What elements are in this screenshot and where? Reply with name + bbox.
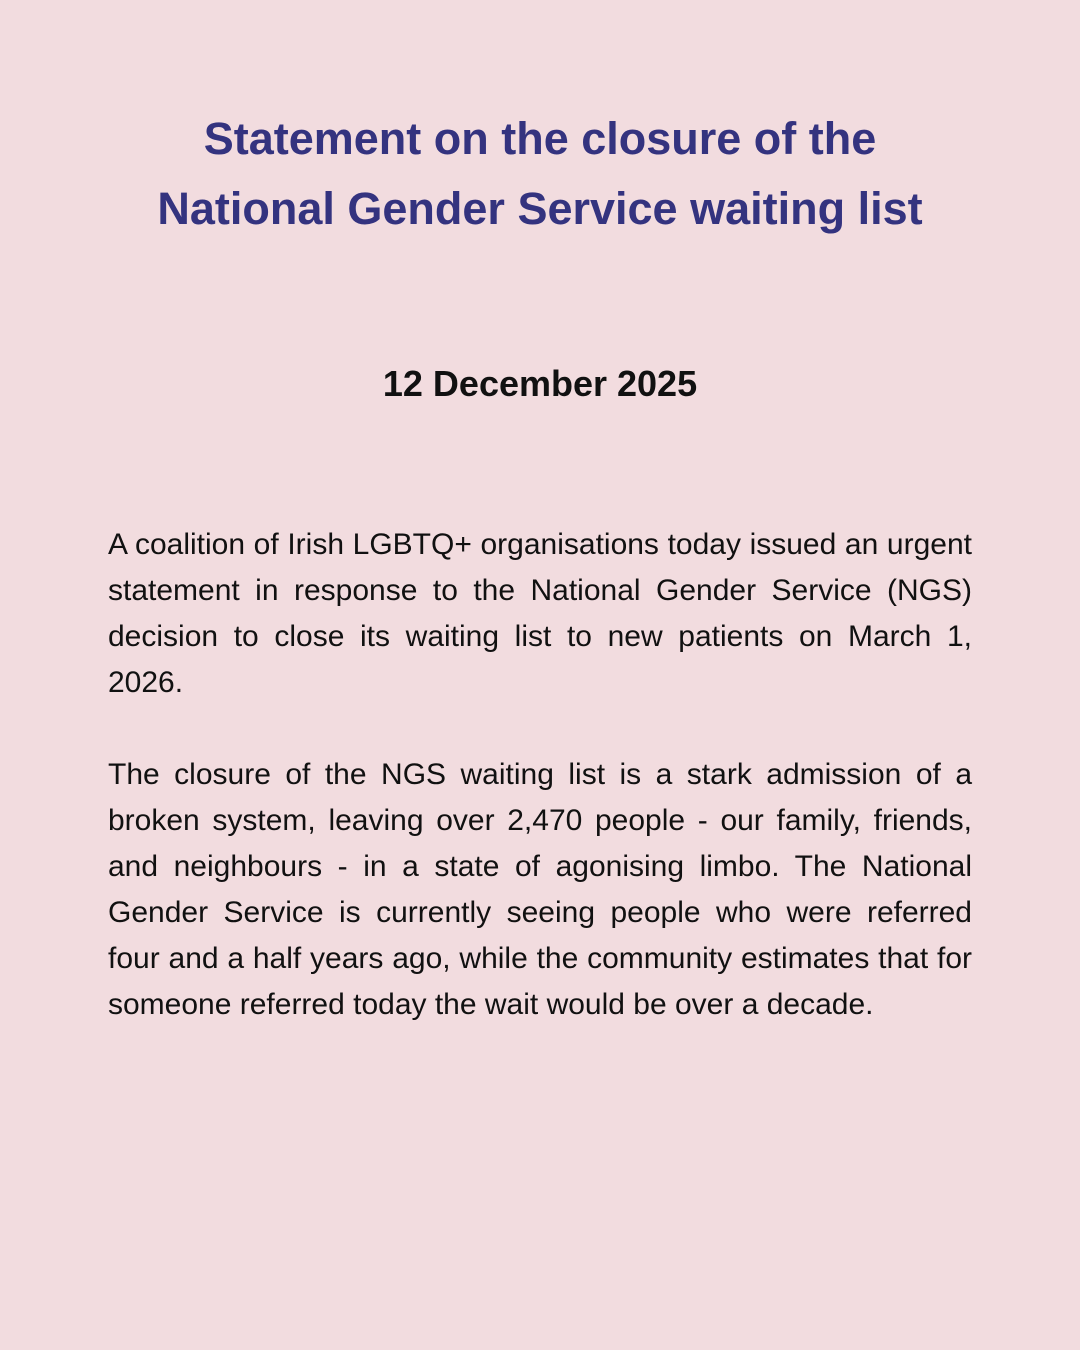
title-line-2: National Gender Service waiting list [157,183,923,234]
statement-date: 12 December 2025 [382,363,698,404]
paragraph-coalition: A coalition of Irish LGBTQ+ organisations today issued an urgent statement in response to the National Gender Service (NGS) decision to close its waiting list to new patients on March 1, 2026. [108,528,972,699]
statement-title [0,104,1080,244]
title-line-1: Statement on the closure of the [203,113,877,164]
paragraph-closure: The closure of the NGS waiting list is a stark admission of a broken system, leaving over 2,470 people - our family, friends, and neighbours - in a state of agonising limbo. The National Gender Service is currently seeing people who were referred four and a half years ago, while the community estimates that for someone referred today the wait would be over a decade. [108,758,972,1021]
